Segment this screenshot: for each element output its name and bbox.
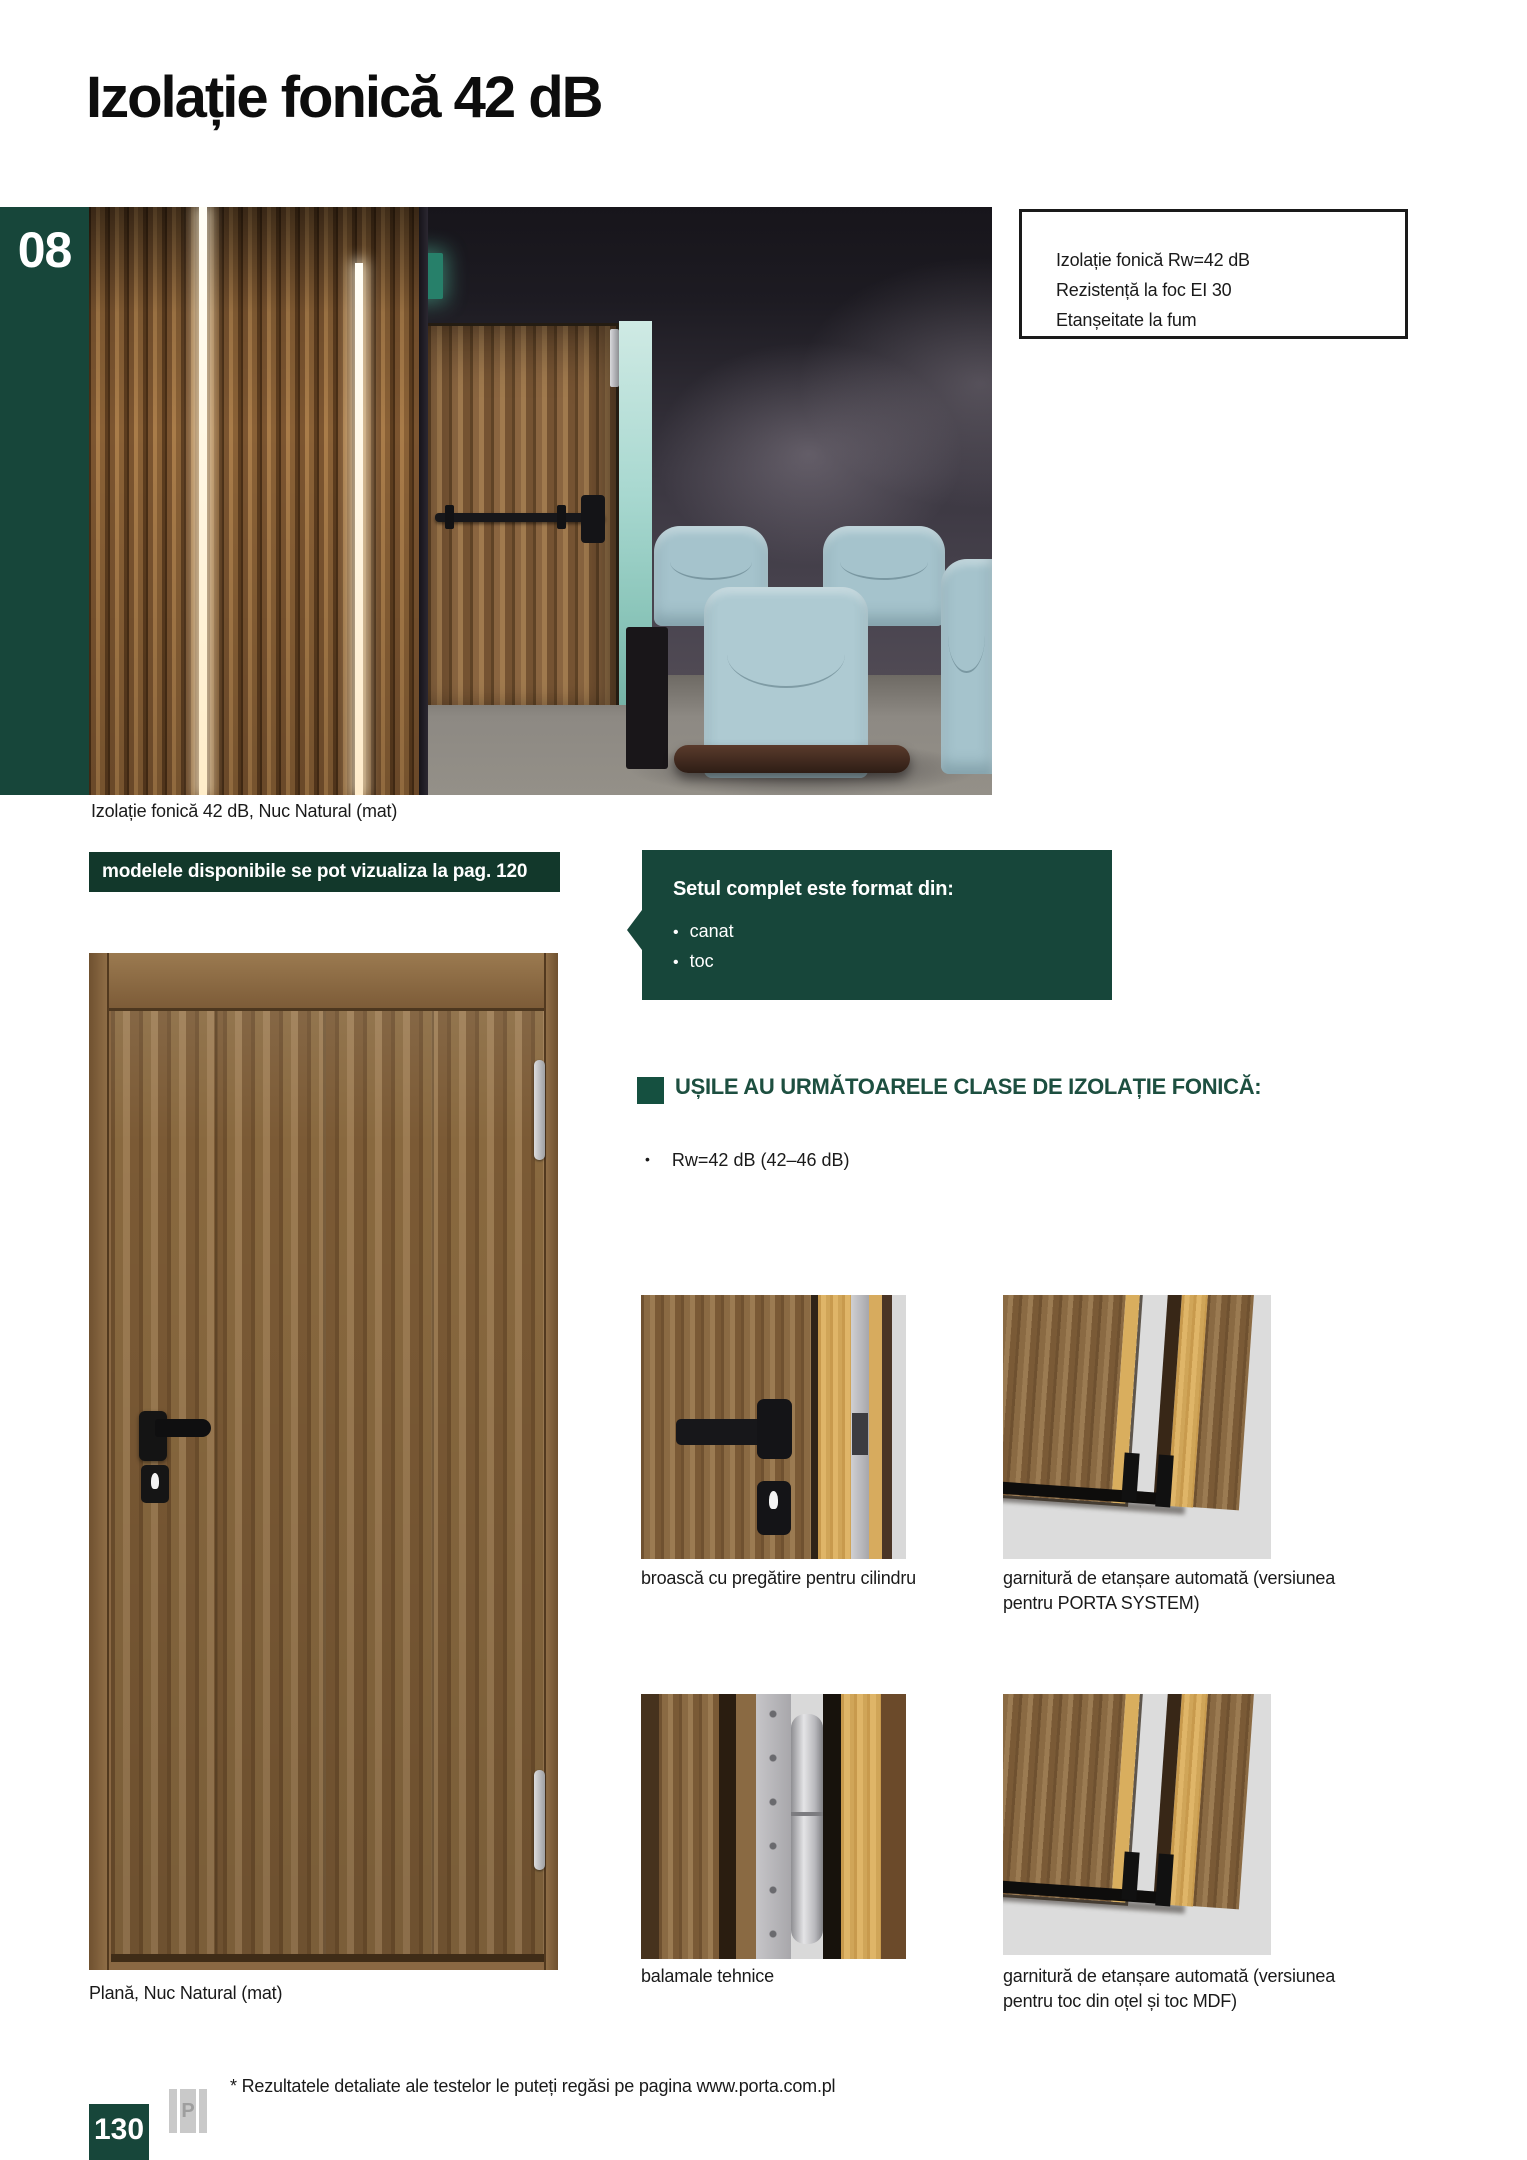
classes-heading-text: UȘILE AU URMĂTOARELE CLASE DE IZOLAȚIE FONICĂ: [675, 1074, 1262, 1099]
door-frame-top [89, 953, 558, 1011]
set-items-list [673, 912, 734, 972]
door-edge-gap [811, 1295, 818, 1559]
wood-slat-wall [89, 207, 419, 795]
detail-caption: garnitură de etanșare automată (versiunea pentru PORTA SYSTEM) [1003, 1568, 1336, 1613]
hero-photo [89, 207, 992, 795]
classes-list [645, 1150, 850, 1171]
set-box-title: Setul complet este format din: [673, 878, 954, 900]
door-leaf [1003, 1295, 1140, 1504]
section-tab [0, 207, 89, 795]
detail-caption: broască cu pregătire pentru cilindru [641, 1568, 916, 1588]
handle-rosette [757, 1399, 792, 1459]
chair-armrest [674, 745, 910, 773]
detail-photo-seal [1003, 1295, 1271, 1559]
frame-wood [659, 1694, 719, 1959]
door-leaf [1003, 1694, 1140, 1903]
keyhole [769, 1491, 778, 1509]
door-edge-gap [823, 1694, 841, 1959]
spec-line: Rezistență la foc EI 30 [1056, 280, 1232, 300]
door-caption: Plană, Nuc Natural (mat) [89, 1983, 283, 2003]
door-handle [676, 1419, 768, 1445]
frame-strip [882, 1295, 892, 1559]
section-number: 08 [17, 222, 72, 278]
door-edge [818, 1295, 851, 1559]
led-light-strip [355, 263, 363, 795]
door-photo [89, 953, 558, 1970]
panic-bar-mount [445, 505, 454, 529]
frame-wood [736, 1694, 756, 1959]
panic-bar [435, 513, 605, 522]
led-light-strip [199, 207, 207, 795]
hinge-barrel [791, 1714, 823, 1944]
hero-caption: Izolație fonică 42 dB, Nuc Natural (mat) [91, 801, 398, 821]
models-banner: modelele disponibile se pot vizualiza la pag. 120 [89, 852, 560, 892]
hinge [534, 1770, 545, 1870]
porta-logo: P [169, 2089, 207, 2133]
detail-photo-lock [641, 1295, 906, 1559]
door-frame-left [89, 953, 109, 1970]
panic-bar-mount [557, 505, 566, 529]
spec-box [1019, 209, 1408, 339]
detail-caption: balamale tehnice [641, 1966, 774, 1986]
set-item: • canat [673, 921, 734, 942]
auditorium-chair [941, 559, 992, 774]
door-face [881, 1694, 906, 1959]
hinge-plate [756, 1694, 791, 1959]
detail-photo-seal [1003, 1694, 1271, 1955]
door-edge [841, 1694, 881, 1959]
door-handle [155, 1419, 211, 1437]
spec-line: Etanșeitate la fum [1056, 310, 1197, 330]
set-item: • toc [673, 951, 734, 972]
frame-strip [641, 1694, 659, 1959]
latch [852, 1413, 868, 1455]
chair-armrest-panel [626, 627, 668, 769]
detail-caption: garnitură de etanșare automată (versiunea pentru toc din oțel și toc MDF) [1003, 1966, 1336, 2011]
hinge-joint [791, 1812, 823, 1816]
door-edge [869, 1295, 882, 1559]
spec-line: Izolație fonică Rw=42 dB [1056, 250, 1250, 270]
page-number: 130 [89, 2104, 149, 2160]
class-item: • Rw=42 dB (42–46 dB) [645, 1150, 850, 1171]
door-leaf [111, 1011, 544, 1962]
door-frame-right [544, 953, 558, 1970]
set-contents-box [642, 850, 1112, 1000]
door-closer [610, 329, 619, 387]
panic-bar-handle [581, 495, 605, 543]
page-title: Izolație fonică 42 dB [86, 65, 602, 130]
keyhole [151, 1473, 159, 1489]
detail-photo-hinge [641, 1694, 906, 1959]
footnote: * Rezultatele detaliate ale testelor le puteți regăsi pe pagina www.porta.com.pl [230, 2076, 836, 2096]
green-square-icon [637, 1077, 664, 1104]
door-edge-gap [719, 1694, 736, 1959]
hinge [534, 1060, 545, 1160]
